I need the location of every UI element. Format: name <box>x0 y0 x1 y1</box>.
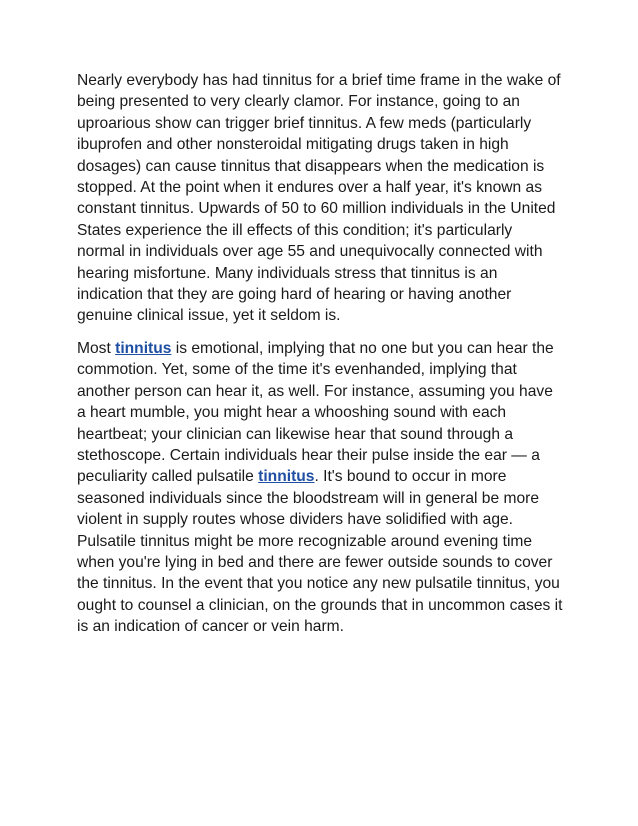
paragraph-intro: Nearly everybody has had tinnitus for a brief time frame in the wake of being presented to very clearly clamor. For instance, going to an uproarious show can trigger brief tinnitus. A few meds (particularly ibuprofen and other nonsteroidal mitigating drugs taken in high dosages) can cause tinnitus that disappears when the medication is stopped. At the point when it endures over a half year, it's known as constant tinnitus. Upwards of 50 to 60 million individuals in the United States experience the ill effects of this condition; it's particularly normal in individuals over age 55 and unequivocally connected with hearing misfortune. Many individuals stress that tinnitus is an indication that they are going hard of hearing or having another genuine clinical issue, yet it seldom is. <box>77 72 561 325</box>
tinnitus-link[interactable]: tinnitus <box>258 468 315 486</box>
paragraph-pulsatile <box>77 338 563 638</box>
paragraph-text-segment: Most <box>77 339 116 357</box>
document-body <box>77 70 563 649</box>
paragraph-text-segment: is emotional, implying that no one but you can hear the commotion. Yet, some of the time it's evenhanded, implying that another person can hear it, as well. For instance, assuming you have a heart mumble, you might hear a whooshing sound with each heartbeat; your clinician can likewise hear that sound through a stethoscope. Certain individuals hear their pulse inside the ear — a peculiarity called pulsatile <box>77 339 554 486</box>
tinnitus-link[interactable]: tinnitus <box>115 339 172 357</box>
paragraph-text-segment: . It's bound to occur in more seasoned individuals since the bloodstream will in general be more violent in supply routes whose dividers have solidified with age. Pulsatile tinnitus might be more recognizable around evening time when you're lying in bed and there are fewer outside sounds to cover the tinnitus. In the event that you notice any new pulsatile tinnitus, you ought to counsel a clinician, on the grounds that in uncommon cases it is an indication of cancer or vein harm. <box>77 468 563 636</box>
